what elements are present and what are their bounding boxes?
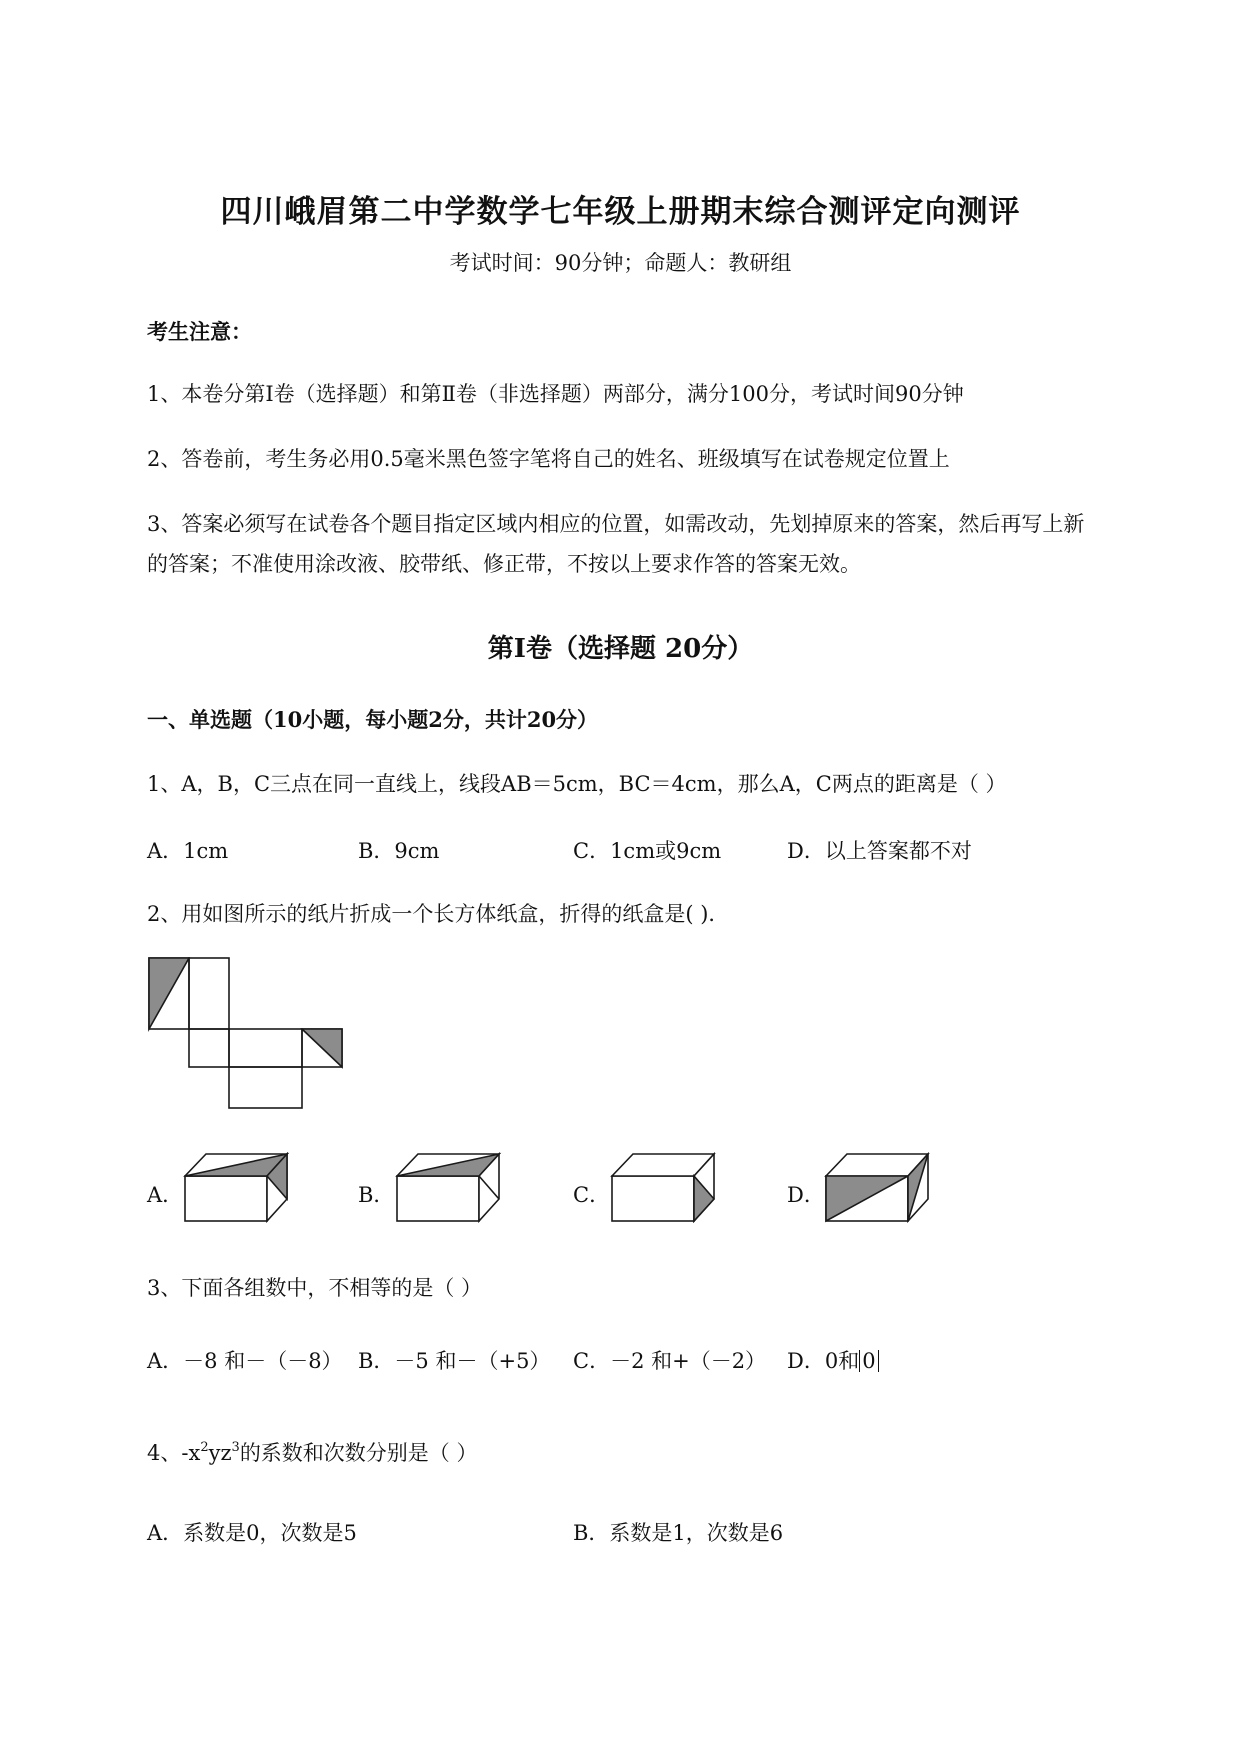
notice-item-1: 1、本卷分第I卷（选择题）和第Ⅱ卷（非选择题）两部分，满分100分，考试时间90分钟: [147, 382, 964, 406]
question-1-option-a: A．1cm: [147, 839, 229, 863]
box-option-c: [610, 1150, 725, 1225]
question-4-stem-suffix: 的系数和次数分别是（ ）: [239, 1441, 478, 1465]
exponent-z: 3: [231, 1440, 240, 1455]
question-3-option-d: [787, 1345, 879, 1375]
question-3-option-c: C．－2 和+（－2）: [573, 1349, 767, 1373]
question-3-option-a: A．－8 和－（－8）: [147, 1349, 343, 1373]
question-3-option-b: B．－5 和－（+5）: [358, 1349, 551, 1373]
question-1-option-b: B．9cm: [358, 839, 440, 863]
box-option-a: [183, 1150, 298, 1225]
question-1-option-d: D．以上答案都不对: [787, 839, 972, 863]
notice-item-3-cont: 的答案；不准使用涂改液、胶带纸、修正带，不按以上要求作答的答案无效。: [147, 552, 861, 576]
exponent-x: 2: [200, 1440, 209, 1455]
section-title: 第I卷（选择题 20分）: [487, 634, 754, 664]
net-shaded-triangle-left: [149, 958, 189, 1029]
question-2-option-b-label: B．: [358, 1183, 395, 1207]
notice-item-2: 2、答卷前，考生务必用0.5毫米黑色签字笔将自己的姓名、班级填写在试卷规定位置上: [147, 447, 950, 471]
question-2-stem: 2、用如图所示的纸片折成一个长方体纸盒，折得的纸盒是( )．: [147, 902, 730, 926]
question-4-stem-mid: yz: [208, 1441, 232, 1465]
exam-info: 考试时间：90分钟；命题人：教研组: [449, 251, 792, 275]
question-4-option-a: A．系数是0，次数是5: [147, 1521, 357, 1545]
question-2-option-c-label: C．: [573, 1183, 611, 1207]
absolute-value-expression: 0: [859, 1350, 878, 1372]
question-4-stem-prefix: 4、-x: [147, 1441, 201, 1465]
question-4-option-b: B．系数是1，次数是6: [573, 1521, 784, 1545]
question-3-option-d-prefix: D．0和: [787, 1349, 860, 1373]
question-4-stem: [147, 1437, 478, 1467]
notice-heading: 考生注意：: [147, 319, 252, 344]
box-net-figure: [140, 955, 350, 1115]
section-subtitle: 一、单选题（10小题，每小题2分，共计20分）: [147, 707, 599, 732]
question-3-stem: 3、下面各组数中，不相等的是（ ）: [147, 1276, 483, 1300]
question-1-stem: 1、A，B，C三点在同一直线上，线段AB＝5cm，BC＝4cm，那么A，C两点的距离是（ ）: [147, 772, 1007, 796]
notice-item-3: 3、答案必须写在试卷各个题目指定区域内相应的位置，如需改动，先划掉原来的答案，然后再写上新: [147, 512, 1085, 536]
page-title: 四川峨眉第二中学数学七年级上册期末综合测评定向测评: [220, 194, 1021, 230]
net-shaded-triangle-right: [302, 1029, 342, 1067]
question-2-option-d-label: D．: [787, 1183, 825, 1207]
question-1-option-c: C．1cm或9cm: [573, 839, 722, 863]
box-option-b: [395, 1150, 510, 1225]
box-option-d: [824, 1150, 939, 1225]
question-2-option-a-label: A．: [147, 1183, 184, 1207]
